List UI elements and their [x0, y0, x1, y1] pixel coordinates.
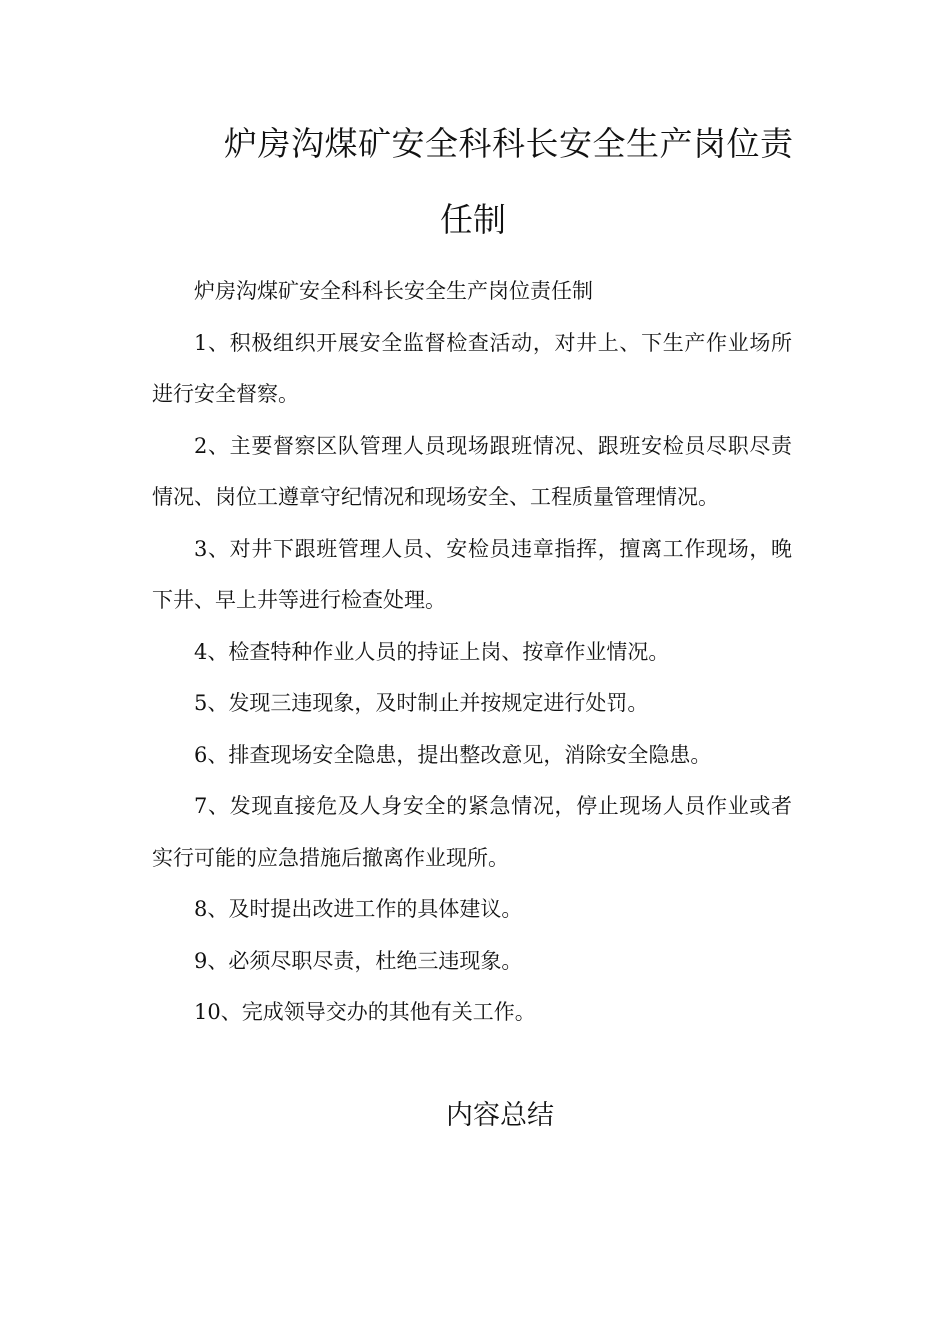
paragraph-item-7: 7、发现直接危及人身安全的紧急情况，停止现场人员作业或者实行可能的应急措施后撤离作业现所。: [152, 794, 792, 870]
paragraph-item-8: 8、及时提出改进工作的具体建议。: [194, 897, 523, 921]
document-body: [152, 266, 792, 1039]
paragraph-item-2: 2、主要督察区队管理人员现场跟班情况、跟班安检员尽职尽责情况、岗位工遵章守纪情况和现场安全、工程质量管理情况。: [152, 433, 792, 509]
paragraph-item-1: 1、积极组织开展安全监督检查活动，对井上、下生产作业场所进行安全督察。: [152, 330, 792, 406]
paragraph-item-5: 5、发现三违现象，及时制止并按规定进行处罚。: [194, 691, 649, 715]
paragraph-item-3: 3、对井下跟班管理人员、安检员违章指挥，擅离工作现场，晚下井、早上井等进行检查处理。: [152, 536, 792, 612]
paragraph-item-4: 4、检查特种作业人员的持证上岗、按章作业情况。: [194, 639, 670, 664]
paragraph-item-10: 10、完成领导交办的其他有关工作。: [194, 1000, 536, 1024]
document-title-line-2: 任制: [440, 200, 506, 239]
paragraph-intro: 炉房沟煤矿安全科科长安全生产岗位责任制: [194, 279, 593, 303]
paragraph-item-9: 9、必须尽职尽责，杜绝三违现象。: [194, 948, 523, 973]
summary-heading: 内容总结: [446, 1100, 554, 1131]
document-title-line-1: 炉房沟煤矿安全科科长安全生产岗位责: [224, 124, 794, 163]
paragraph-item-6: 6、排查现场安全隐患，提出整改意见，消除安全隐患。: [194, 742, 712, 767]
